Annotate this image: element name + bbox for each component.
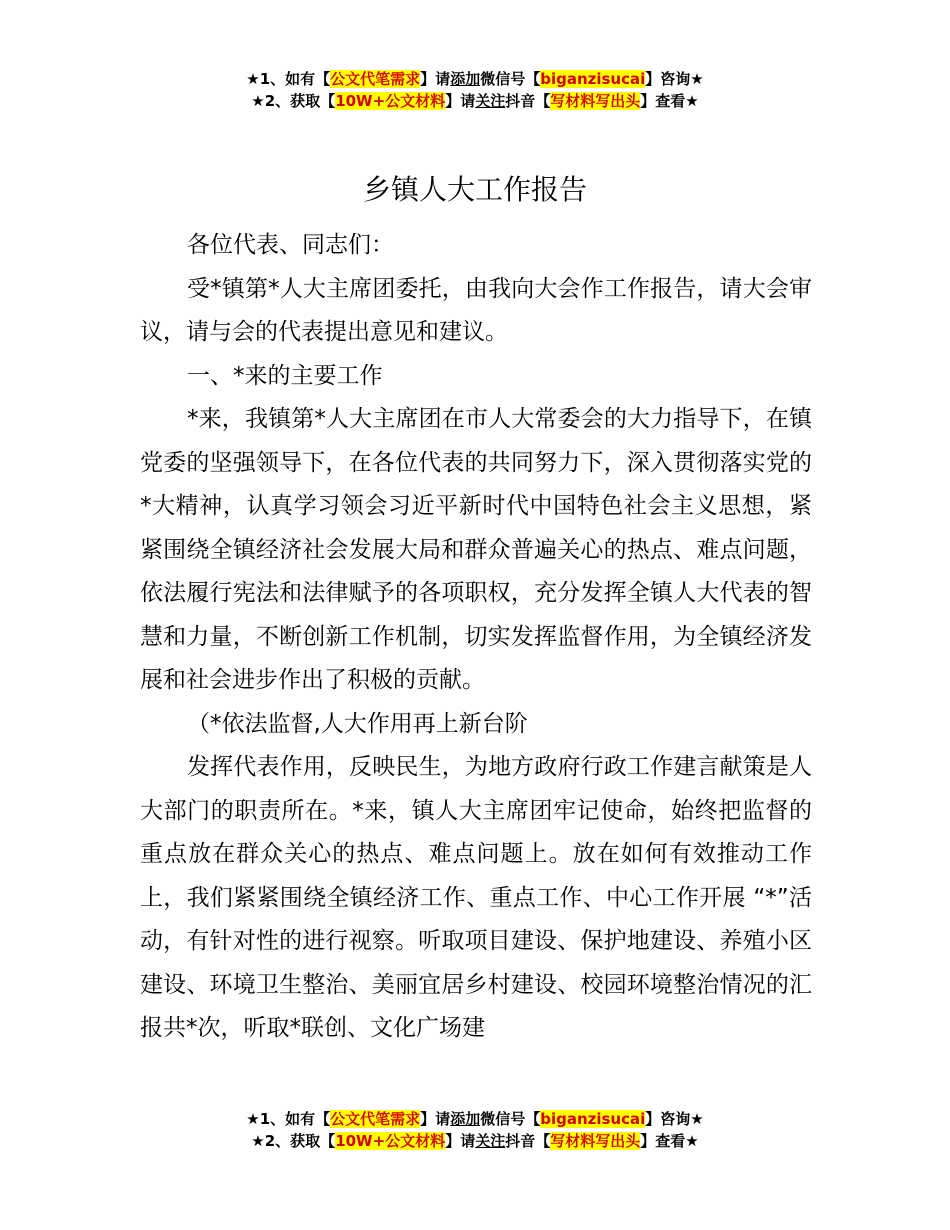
banner-underline: 添加 [450, 1110, 481, 1128]
banner-highlight: 写材料写出头 [550, 92, 641, 110]
section-heading: 一、*来的主要工作 [187, 362, 383, 389]
banner-text: 】查看★ [640, 1132, 699, 1150]
banner-highlight: 公文代笔需求 [330, 70, 421, 88]
banner-highlight: biganzisucai [540, 1110, 646, 1128]
body-paragraph: *来，我镇第*人大主席团在市人大常委会的大力指导下，在镇党委的坚强领导下，在各位代表的共同努力下，深入贯彻落实党的*大精神，认真学习领会习近平新时代中国特色社会主义思想，紧紧围绕全镇经济社会发展大局和群众普遍关心的热点、难点问题，依法履行宪法和法律赋予的各项职权，充分发挥全镇人大代表的智慧和力量，不断创新工作机制，切实发挥监督作用，为全镇经济发展和社会进步作出了积极的贡献。 [140, 406, 812, 693]
banner-highlight: 公文代笔需求 [330, 1110, 421, 1128]
banner-text: 】咨询★ [645, 1110, 704, 1128]
banner-line-1 [0, 68, 950, 90]
banner-text: ★2、获取【 [251, 1132, 336, 1150]
document-body [140, 224, 812, 1051]
banner-highlight: biganzisucai [540, 70, 646, 88]
banner-highlight: 10W+公文材料 [335, 92, 446, 110]
banner-highlight: 10W+公文材料 [335, 1132, 446, 1150]
banner-text: 】请 [420, 70, 451, 88]
banner-text: 】请 [420, 1110, 451, 1128]
banner-text: ★1、如有【 [246, 1110, 331, 1128]
banner-underline: 关注 [475, 1132, 506, 1150]
body-paragraph: 发挥代表作用，反映民生，为地方政府行政工作建言献策是人大部门的职责所在。*来，镇人大主席团牢记使命，始终把监督的重点放在群众关心的热点、难点问题上。放在如何有效推动工作上，我们紧紧围绕全镇经济工作、重点工作、中心工作开展 “*”活动，有针对性的进行视察。听取项目建设、保护地建设、养殖小区建设、环境卫生整治、美丽宜居乡村建设、校园环境整治情况的汇报共*次，听取*联创、文化广场建 [140, 754, 812, 1041]
salutation: 各位代表、同志们： [187, 232, 394, 258]
banner-text: 抖音【 [505, 1132, 551, 1150]
banner-text: 】请 [445, 1132, 476, 1150]
banner-text: 微信号【 [480, 70, 541, 88]
body-paragraph: 受*镇第*人大主席团委托，由我向大会作工作报告，请大会审议，请与会的代表提出意见和建议。 [140, 275, 812, 345]
banner-text: 微信号【 [480, 1110, 541, 1128]
banner-line-1 [0, 1108, 950, 1130]
banner-text: ★2、获取【 [251, 92, 336, 110]
banner-text: 抖音【 [505, 92, 551, 110]
banner-line-2 [0, 90, 950, 112]
banner-highlight: 写材料写出头 [550, 1132, 641, 1150]
banner-text: 】请 [445, 92, 476, 110]
banner-underline: 关注 [475, 92, 506, 110]
banner-text: 】查看★ [640, 92, 699, 110]
banner-line-2 [0, 1130, 950, 1152]
footer-banner [0, 1108, 950, 1152]
banner-underline: 添加 [450, 70, 481, 88]
document-title: 乡镇人大工作报告 [362, 173, 587, 206]
banner-text: 】咨询★ [645, 70, 704, 88]
header-banner [0, 68, 950, 112]
banner-text: ★1、如有【 [246, 70, 331, 88]
subsection-heading: （*依法监督,人大作用再上新台阶 [187, 710, 528, 737]
